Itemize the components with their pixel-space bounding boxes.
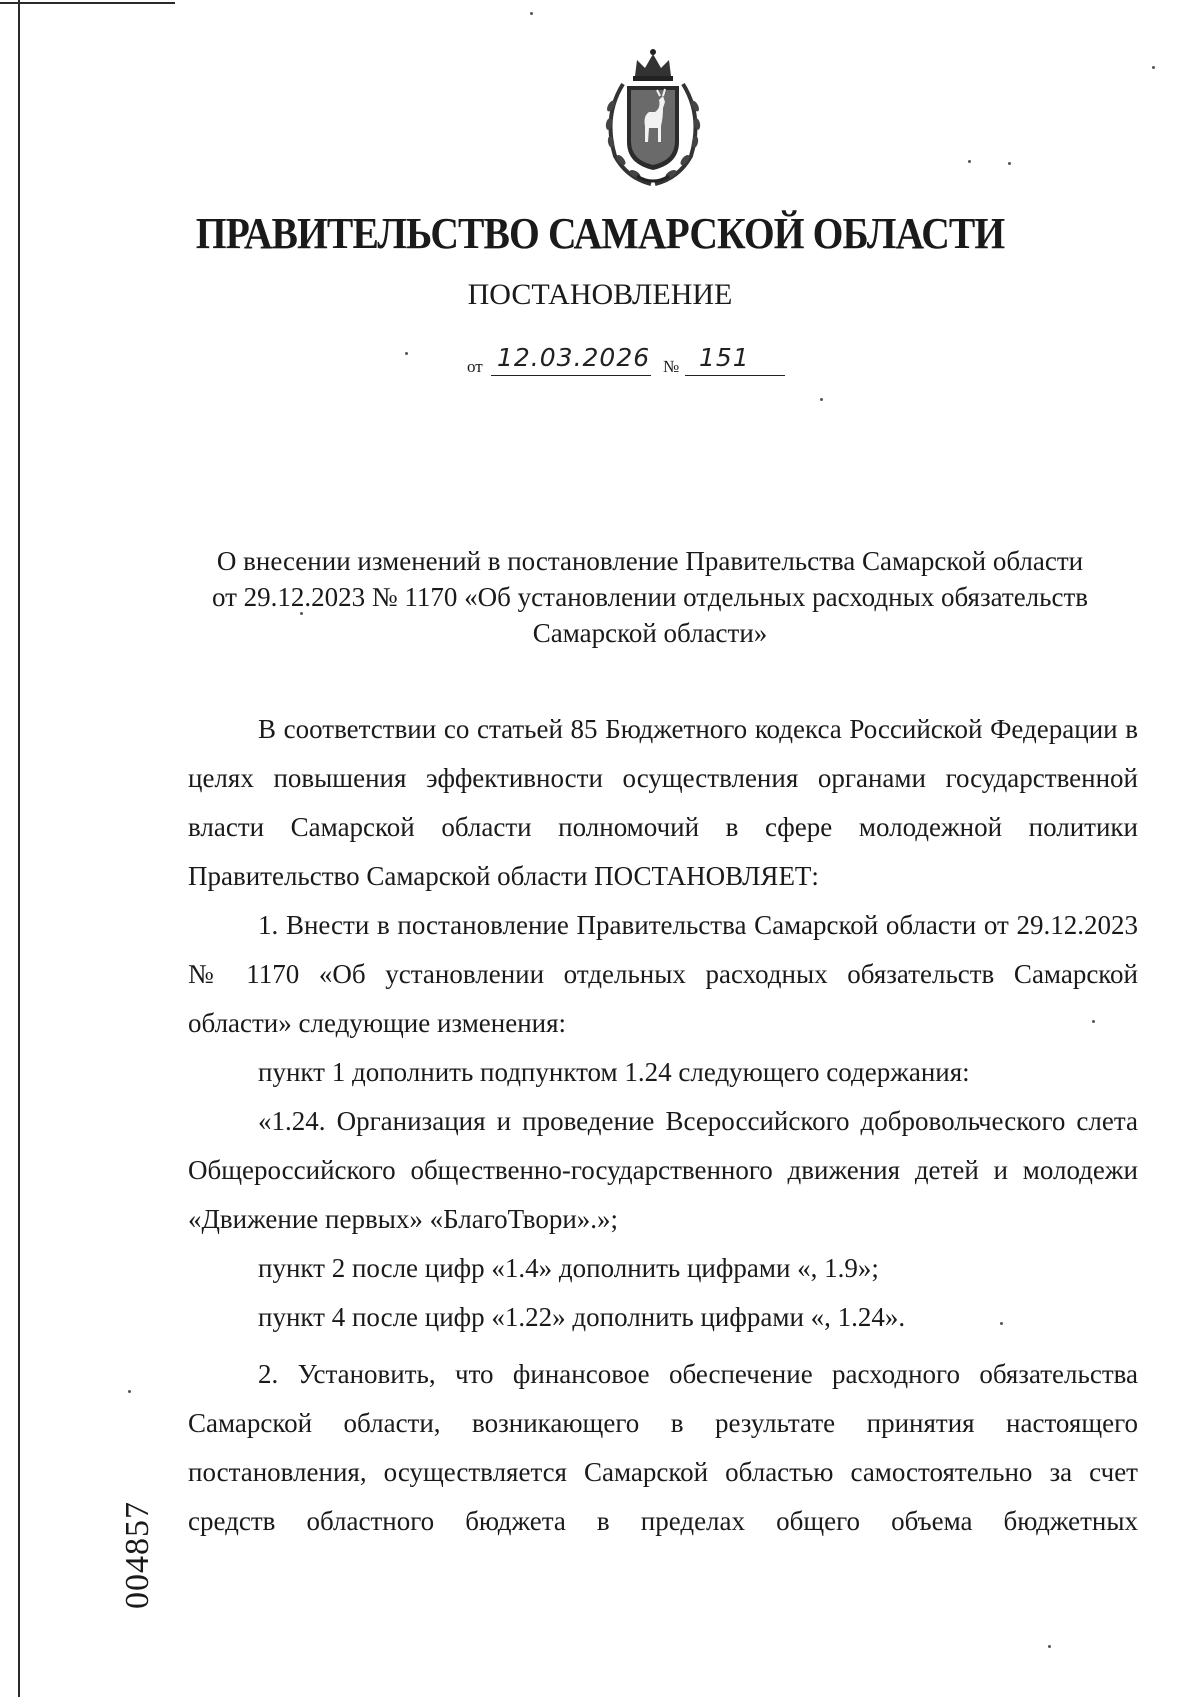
scan-edge-left xyxy=(18,0,20,1697)
government-title: ПРАВИТЕЛЬСТВО САМАРСКОЙ ОБЛАСТИ xyxy=(195,209,1005,258)
serial-number: 004857 xyxy=(119,1501,156,1609)
subject-line-3: Самарской области» xyxy=(532,618,768,648)
document-number: 151 xyxy=(699,343,750,372)
preamble-paragraph: В соответствии со статьей 85 Бюджетного кодекса Российской Федерации в целях повышения эффективности осуществления органами государственной власти Самарской области полномочий в сфере молодежной политики Правительство Самарской области ПОСТАНОВЛЯЕТ: xyxy=(188,714,1138,891)
scan-speck xyxy=(968,160,971,163)
scan-speck xyxy=(405,352,408,355)
scan-speck xyxy=(1092,1020,1095,1023)
item-1-change-b: пункт 2 после цифр «1.4» дополнить цифрами «, 1.9»; xyxy=(258,1253,879,1283)
item-1-paragraph: 1. Внести в постановление Правительства Самарской области от 29.12.2023 № 1170 «Об установлении отдельных расходных обязательств Самарской области» следующие изменения: xyxy=(188,910,1138,1038)
coat-of-arms-icon xyxy=(597,46,709,188)
document-subject xyxy=(160,543,1140,651)
document-date: 12.03.2026 xyxy=(497,343,651,372)
scan-speck xyxy=(1152,66,1155,69)
number-underline xyxy=(685,375,785,376)
document-type: ПОСТАНОВЛЕНИЕ xyxy=(467,278,733,311)
date-underline xyxy=(491,375,651,376)
number-prefix: № xyxy=(663,357,680,376)
item-1-quoted-subclause: «1.24. Организация и проведение Всероссийского добровольческого слета Общероссийского общественно-государственного движения детей и молодежи «Движение первых» «БлагоТвори».»; xyxy=(188,1106,1138,1234)
scan-speck xyxy=(1000,1322,1003,1325)
scan-speck xyxy=(128,1390,131,1393)
serial-number-stamp xyxy=(118,1485,158,1625)
subject-line-1: О внесении изменений в постановление Правительства Самарской области xyxy=(216,546,1084,576)
subject-line-2: от 29.12.2023 № 1170 «Об установлении отдельных расходных обязательств xyxy=(211,582,1089,612)
scan-speck xyxy=(300,612,303,615)
date-number-line xyxy=(467,345,867,377)
scan-speck xyxy=(1048,1645,1051,1648)
item-2-paragraph: 2. Установить, что финансовое обеспечение расходного обязательства Самарской области, возникающего в результате принятия настоящего постановления, осуществляется Самарской областью самостоятельно за счет средств областного бюджета в пределах общего объема бюджетных xyxy=(188,1359,1138,1536)
scan-speck xyxy=(530,12,533,15)
document-body xyxy=(188,705,1138,1546)
scan-edge-top xyxy=(0,2,175,4)
date-prefix: от xyxy=(467,357,483,376)
item-1-change-c: пункт 4 после цифр «1.22» дополнить цифрами «, 1.24». xyxy=(258,1302,906,1332)
item-1-change-a: пункт 1 дополнить подпунктом 1.24 следующего содержания: xyxy=(258,1057,970,1087)
scan-speck xyxy=(820,398,823,401)
scan-speck xyxy=(1008,162,1011,165)
